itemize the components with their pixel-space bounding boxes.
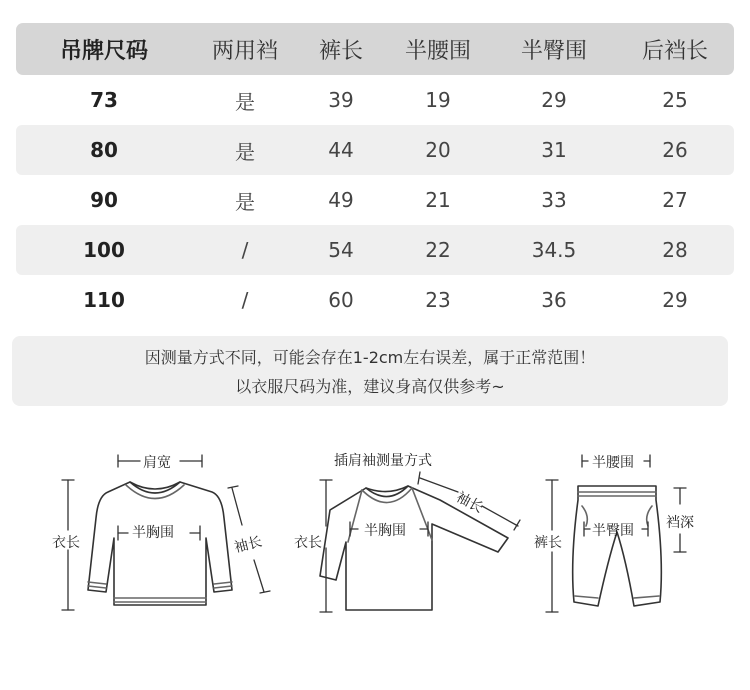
table-cell: 60: [328, 288, 354, 312]
label-sweater-length: 衣长: [52, 535, 80, 551]
table-cell: /: [241, 238, 249, 262]
header-waist: 半腰围: [404, 38, 471, 64]
table-cell: 25: [662, 88, 688, 112]
table-cell: 20: [425, 138, 451, 162]
measurement-note: [12, 336, 728, 406]
table-cell: 29: [662, 288, 688, 312]
label-sweater-sleeve: 袖长: [232, 533, 264, 557]
label-shoulder: 肩宽: [143, 455, 171, 471]
label-sweater-chest: 半胸围: [132, 525, 174, 541]
size-table: [16, 23, 734, 325]
table-cell: 54: [328, 238, 354, 262]
table-cell: 31: [541, 138, 567, 162]
raglan-measure-lines: [320, 472, 520, 612]
table-cell: 100: [83, 238, 125, 262]
table-row: [16, 175, 734, 225]
table-row: [16, 75, 734, 125]
table-cell: 39: [328, 88, 354, 112]
table-cell: 19: [425, 88, 451, 112]
label-pants-hip: 半臀围: [592, 523, 634, 539]
note-line-2: 以衣服尺码为准，建议身高仅供参考~: [235, 377, 505, 396]
table-cell: 29: [541, 88, 567, 112]
label-raglan-chest: 半胸围: [364, 523, 406, 539]
table-cell: 33: [541, 188, 567, 212]
header-crotch: 两用裆: [211, 38, 278, 64]
table-row: [16, 125, 734, 175]
table-cell: 80: [90, 138, 118, 162]
table-cell: 28: [662, 238, 688, 262]
table-cell: 49: [328, 188, 354, 212]
label-raglan-title: 插肩袖测量方式: [334, 453, 432, 469]
table-cell: 21: [425, 188, 451, 212]
header-size: 吊牌尺码: [59, 38, 148, 64]
header-length: 裤长: [318, 38, 363, 64]
table-cell: /: [241, 288, 249, 312]
header-hip: 半臀围: [520, 38, 587, 64]
label-raglan-length: 衣长: [294, 535, 322, 551]
table-cell: 是: [235, 189, 255, 214]
pants-illustration: [573, 486, 662, 606]
table-cell: 23: [425, 288, 451, 312]
table-cell: 90: [90, 188, 118, 212]
table-row: [16, 225, 734, 275]
header-rise: 后裆长: [641, 38, 708, 64]
table-cell: 是: [235, 89, 255, 114]
table-cell: 44: [328, 138, 354, 162]
sweater-illustration: [88, 482, 232, 605]
table-cell: 73: [90, 88, 118, 112]
table-cell: 34.5: [531, 238, 577, 262]
table-cell: 36: [541, 288, 567, 312]
label-pants-rise: 裆深: [666, 515, 694, 531]
label-pants-waist: 半腰围: [592, 455, 634, 471]
label-raglan-sleeve: 袖长: [453, 489, 486, 517]
table-cell: 22: [425, 238, 451, 262]
table-cell: 是: [235, 139, 255, 164]
table-cell: 110: [83, 288, 125, 312]
table-header-row: [16, 23, 734, 75]
table-row: [16, 275, 734, 325]
measurement-diagrams: [0, 430, 750, 686]
table-cell: 27: [662, 188, 688, 212]
label-pants-length: 裤长: [534, 535, 562, 551]
note-line-1: 因测量方式不同，可能会存在1-2cm左右误差，属于正常范围！: [144, 348, 596, 367]
table-cell: 26: [662, 138, 688, 162]
